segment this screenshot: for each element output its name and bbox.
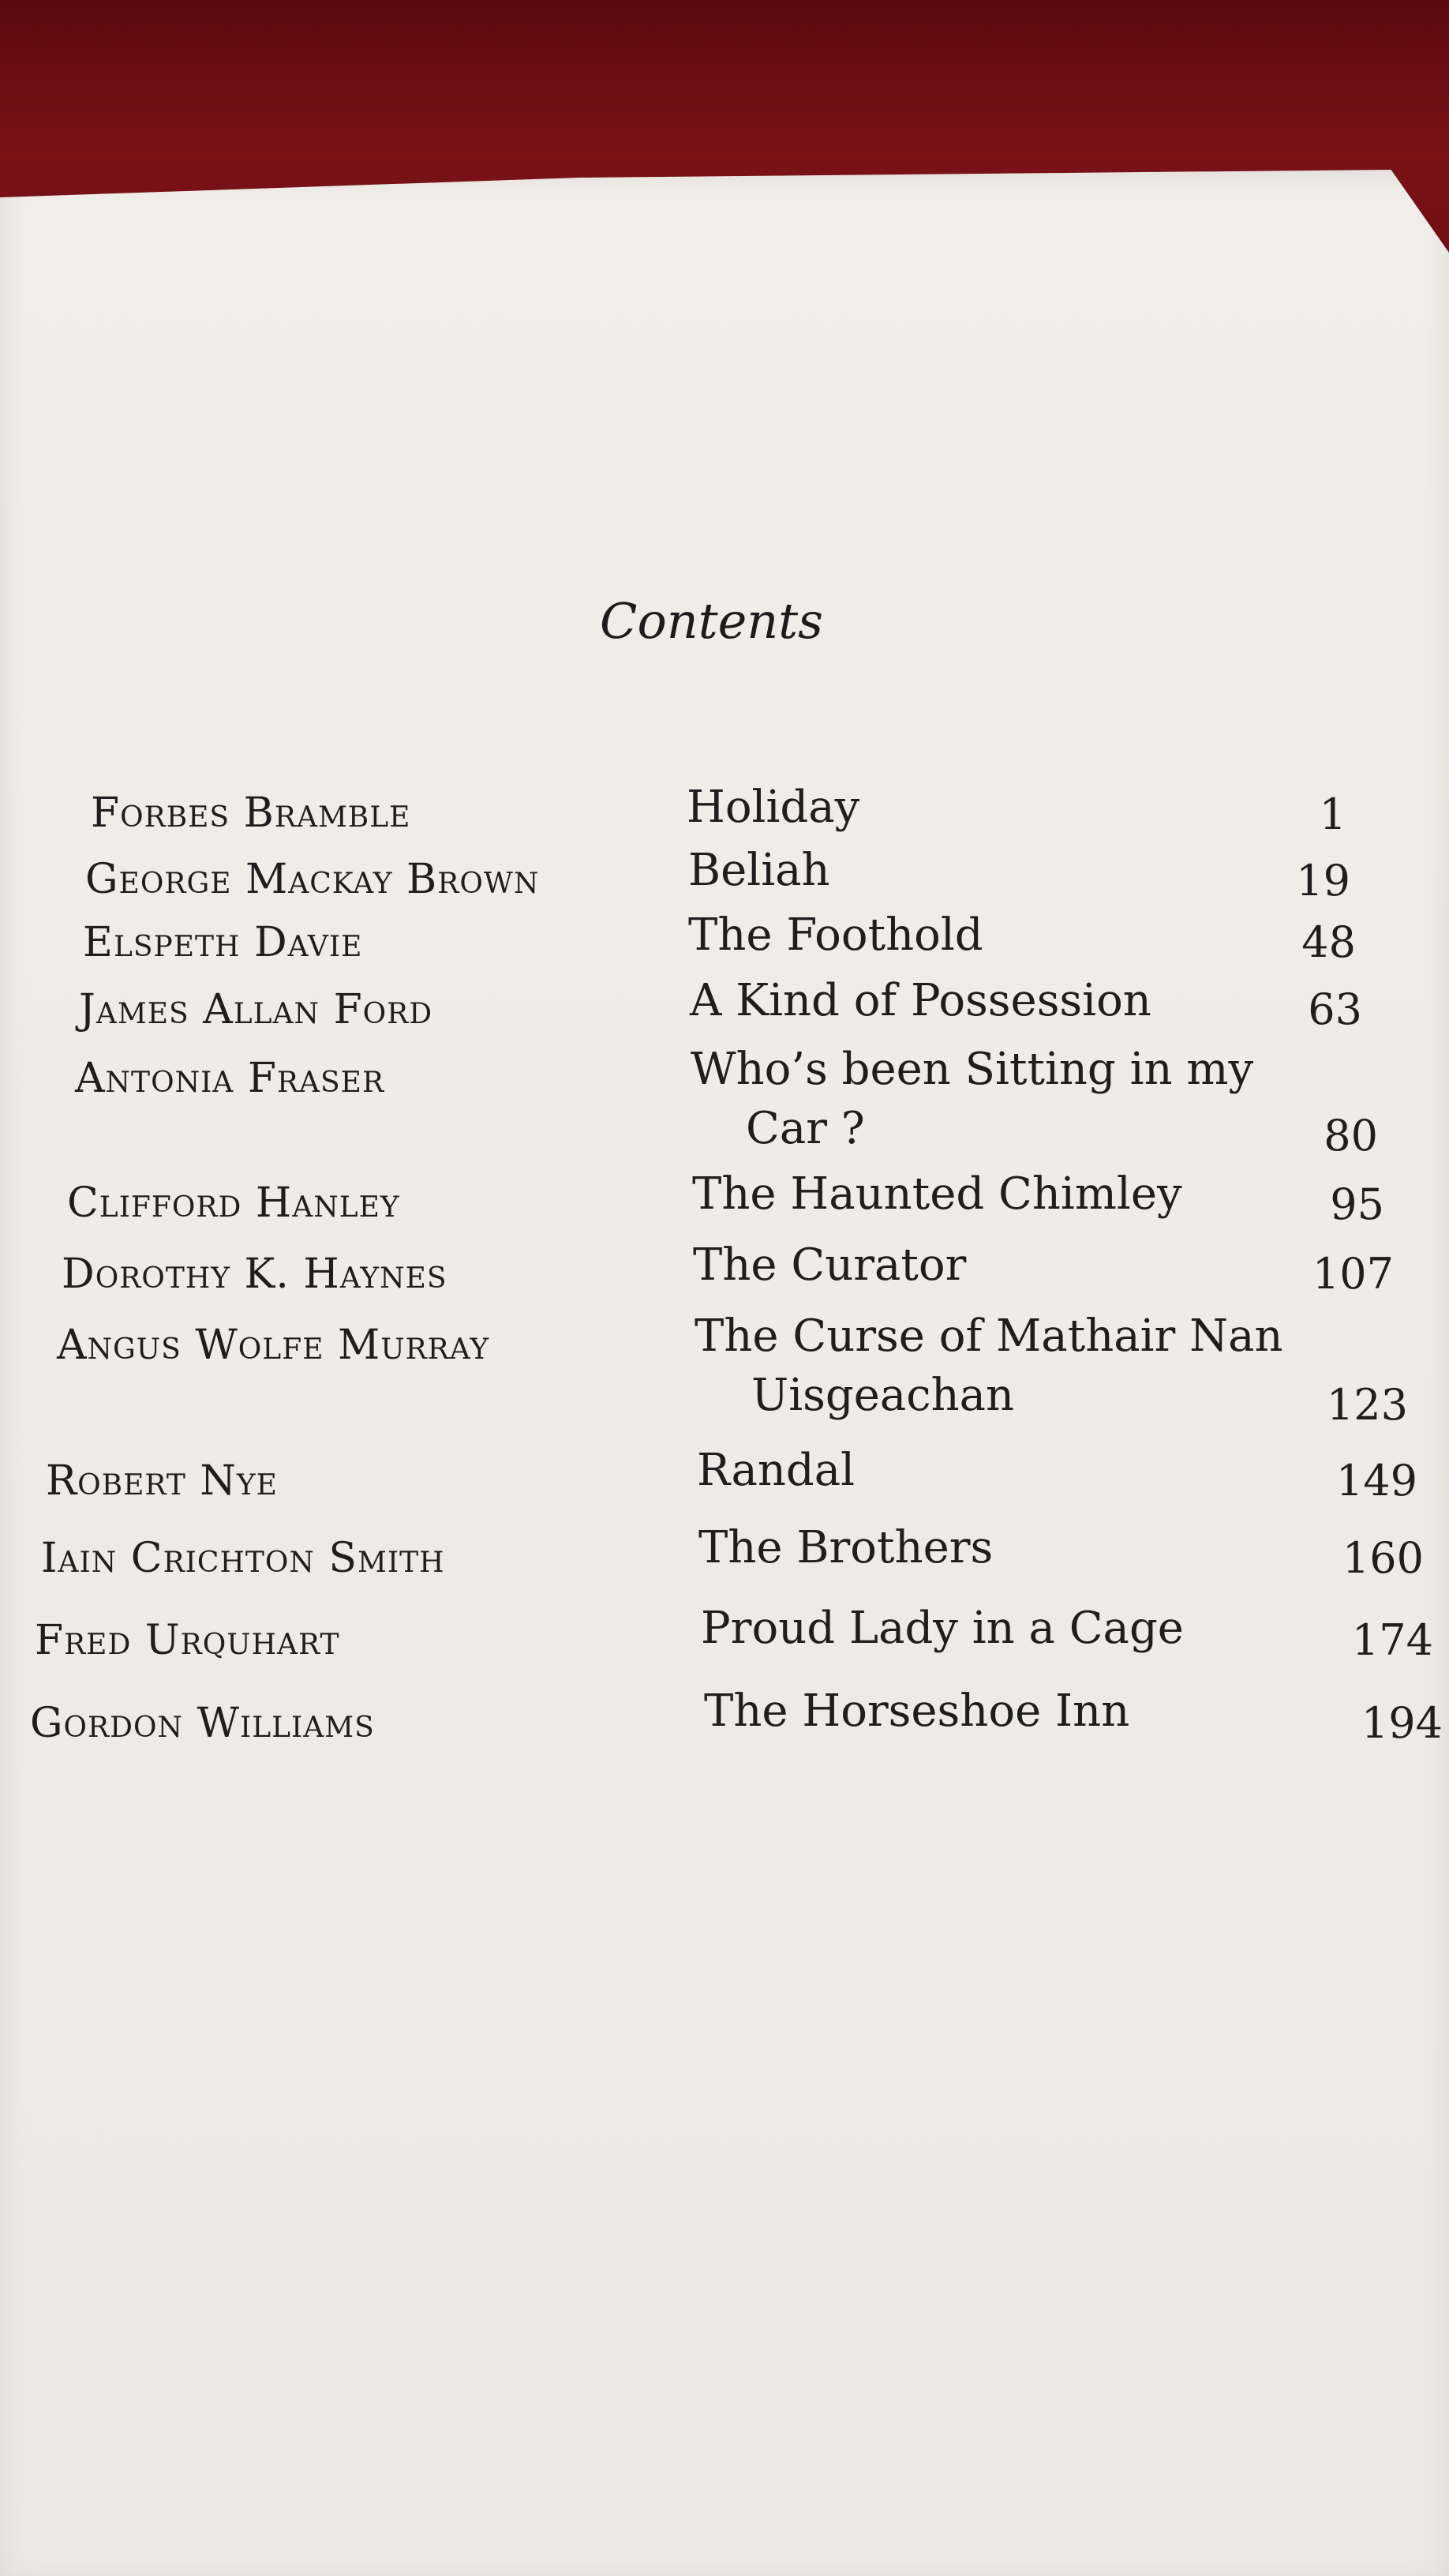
story-line: The Curator (693, 1239, 967, 1291)
story-line: Holiday (687, 782, 860, 833)
entry-page-number: 80 (1324, 1111, 1378, 1161)
entry-page-number: 123 (1326, 1380, 1408, 1430)
story-line: Car ? (746, 1103, 865, 1154)
story-line: Randal (697, 1445, 856, 1496)
entry-story-title (698, 1522, 993, 1573)
contents-entry (0, 782, 1449, 853)
entry-page-number: 48 (1301, 917, 1356, 967)
entry-story-title (687, 782, 859, 833)
story-line: Proud Lady in a Cage (701, 1603, 1184, 1654)
entry-story-title (691, 1044, 1253, 1154)
entry-story-title (697, 1445, 855, 1496)
page-title: Contents (600, 592, 823, 650)
entry-page-number: 95 (1330, 1179, 1384, 1229)
contents-entry (0, 1445, 1449, 1516)
entry-page-number: 149 (1335, 1456, 1417, 1505)
story-line: Uisgeachan (751, 1370, 1015, 1421)
entry-author: James Allan Ford (79, 986, 433, 1033)
entry-page-number: 174 (1351, 1615, 1433, 1665)
entry-author: Dorothy K. Haynes (62, 1251, 447, 1298)
story-line: The Foothold (688, 909, 983, 961)
story-line: The Horseshoe Inn (704, 1685, 1130, 1737)
contents-entry (0, 975, 1449, 1046)
contents-entry (0, 1685, 1449, 1757)
story-line: The Curse of Mathair Nan (695, 1310, 1283, 1362)
story-line: The Brothers (698, 1522, 994, 1573)
contents-entry (0, 845, 1449, 916)
contents-entry (0, 1603, 1449, 1674)
entry-author: Elspeth Davie (83, 919, 363, 966)
contents-entry (0, 1310, 1449, 1430)
entry-author: Antonia Fraser (75, 1055, 385, 1102)
entry-story-title (692, 1168, 1182, 1220)
entry-story-title (688, 845, 830, 896)
story-line: A Kind of Possession (690, 975, 1151, 1026)
entry-author: Clifford Hanley (67, 1179, 400, 1227)
entry-author: Fred Urquhart (35, 1617, 340, 1664)
entry-author: Angus Wolfe Murray (57, 1322, 490, 1369)
entry-story-title (690, 975, 1151, 1026)
entry-page-number: 1 (1319, 789, 1346, 839)
contents-entry (0, 909, 1449, 981)
contents-entry (0, 1168, 1449, 1239)
story-line: Beliah (688, 845, 830, 896)
entry-page-number: 107 (1312, 1249, 1394, 1299)
entry-story-title (688, 909, 983, 961)
entry-author: Forbes Bramble (91, 789, 411, 837)
story-line: The Haunted Chimley (692, 1168, 1182, 1220)
entry-story-title (701, 1603, 1184, 1654)
contents-entry (0, 1239, 1449, 1310)
entry-page-number: 194 (1361, 1698, 1443, 1748)
entry-author: Gordon Williams (30, 1700, 375, 1747)
entry-story-title (704, 1685, 1129, 1737)
contents-entry (0, 1044, 1449, 1161)
contents-entry (0, 1522, 1449, 1593)
entry-page-number: 63 (1308, 984, 1362, 1034)
entry-story-title (695, 1310, 1283, 1421)
entry-page-number: 19 (1296, 856, 1350, 906)
entry-story-title (693, 1239, 966, 1291)
story-line: Who’s been Sitting in my (691, 1044, 1254, 1095)
entry-author: George Mackay Brown (85, 856, 540, 903)
entry-author: Robert Nye (46, 1457, 278, 1505)
entry-author: Iain Crichton Smith (41, 1535, 445, 1582)
entry-page-number: 160 (1342, 1533, 1424, 1583)
